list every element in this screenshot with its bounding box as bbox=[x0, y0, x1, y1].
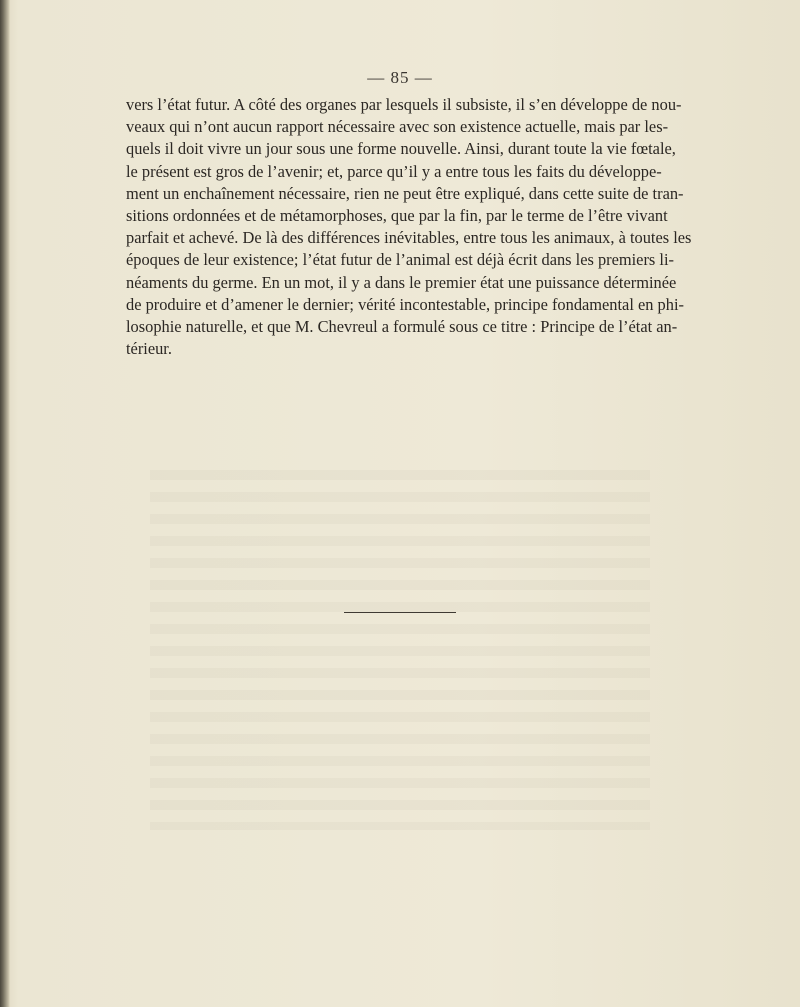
section-separator-rule bbox=[344, 612, 456, 613]
show-through-texture bbox=[150, 470, 650, 830]
text-line: époques de leur existence; l’état futur de l’animal est déjà écrit dans les premiers li- bbox=[126, 250, 674, 270]
text-line: néaments du germe. En un mot, il y a dans le premier état une puissance déterminée bbox=[126, 272, 677, 292]
text-line: le présent est gros de l’avenir; et, parce qu’il y a entre tous les faits du développe- bbox=[126, 161, 662, 181]
text-line: quels il doit vivre un jour sous une forme nouvelle. Ainsi, durant toute la vie fœtale, bbox=[126, 139, 676, 159]
page-number: — 85 — bbox=[367, 68, 433, 87]
text-line: sitions ordonnées et de métamorphoses, que par la fin, par le terme de l’être vivant bbox=[126, 206, 668, 226]
text-line: veaux qui n’ont aucun rapport nécessaire avec son existence actuelle, mais par les- bbox=[126, 117, 669, 137]
page-binding-edge bbox=[0, 0, 10, 1007]
text-line: parfait et achevé. De là des différences inévitables, entre tous les animaux, à toutes les bbox=[126, 228, 692, 248]
text-line: ment un enchaînement nécessaire, rien ne peut être expliqué, dans cette suite de tran- bbox=[126, 183, 684, 203]
text-line: de produire et d’amener le dernier; vérité incontestable, principe fondamental en phi- bbox=[126, 294, 684, 314]
text-line: losophie naturelle, et que M. Chevreul a formulé sous ce titre : Principe de l’état an- bbox=[126, 317, 678, 337]
text-line: vers l’état futur. A côté des organes par lesquels il subsiste, il s’en développe de nou- bbox=[126, 95, 682, 114]
body-paragraph bbox=[126, 94, 692, 360]
text-line: térieur. bbox=[126, 339, 172, 359]
